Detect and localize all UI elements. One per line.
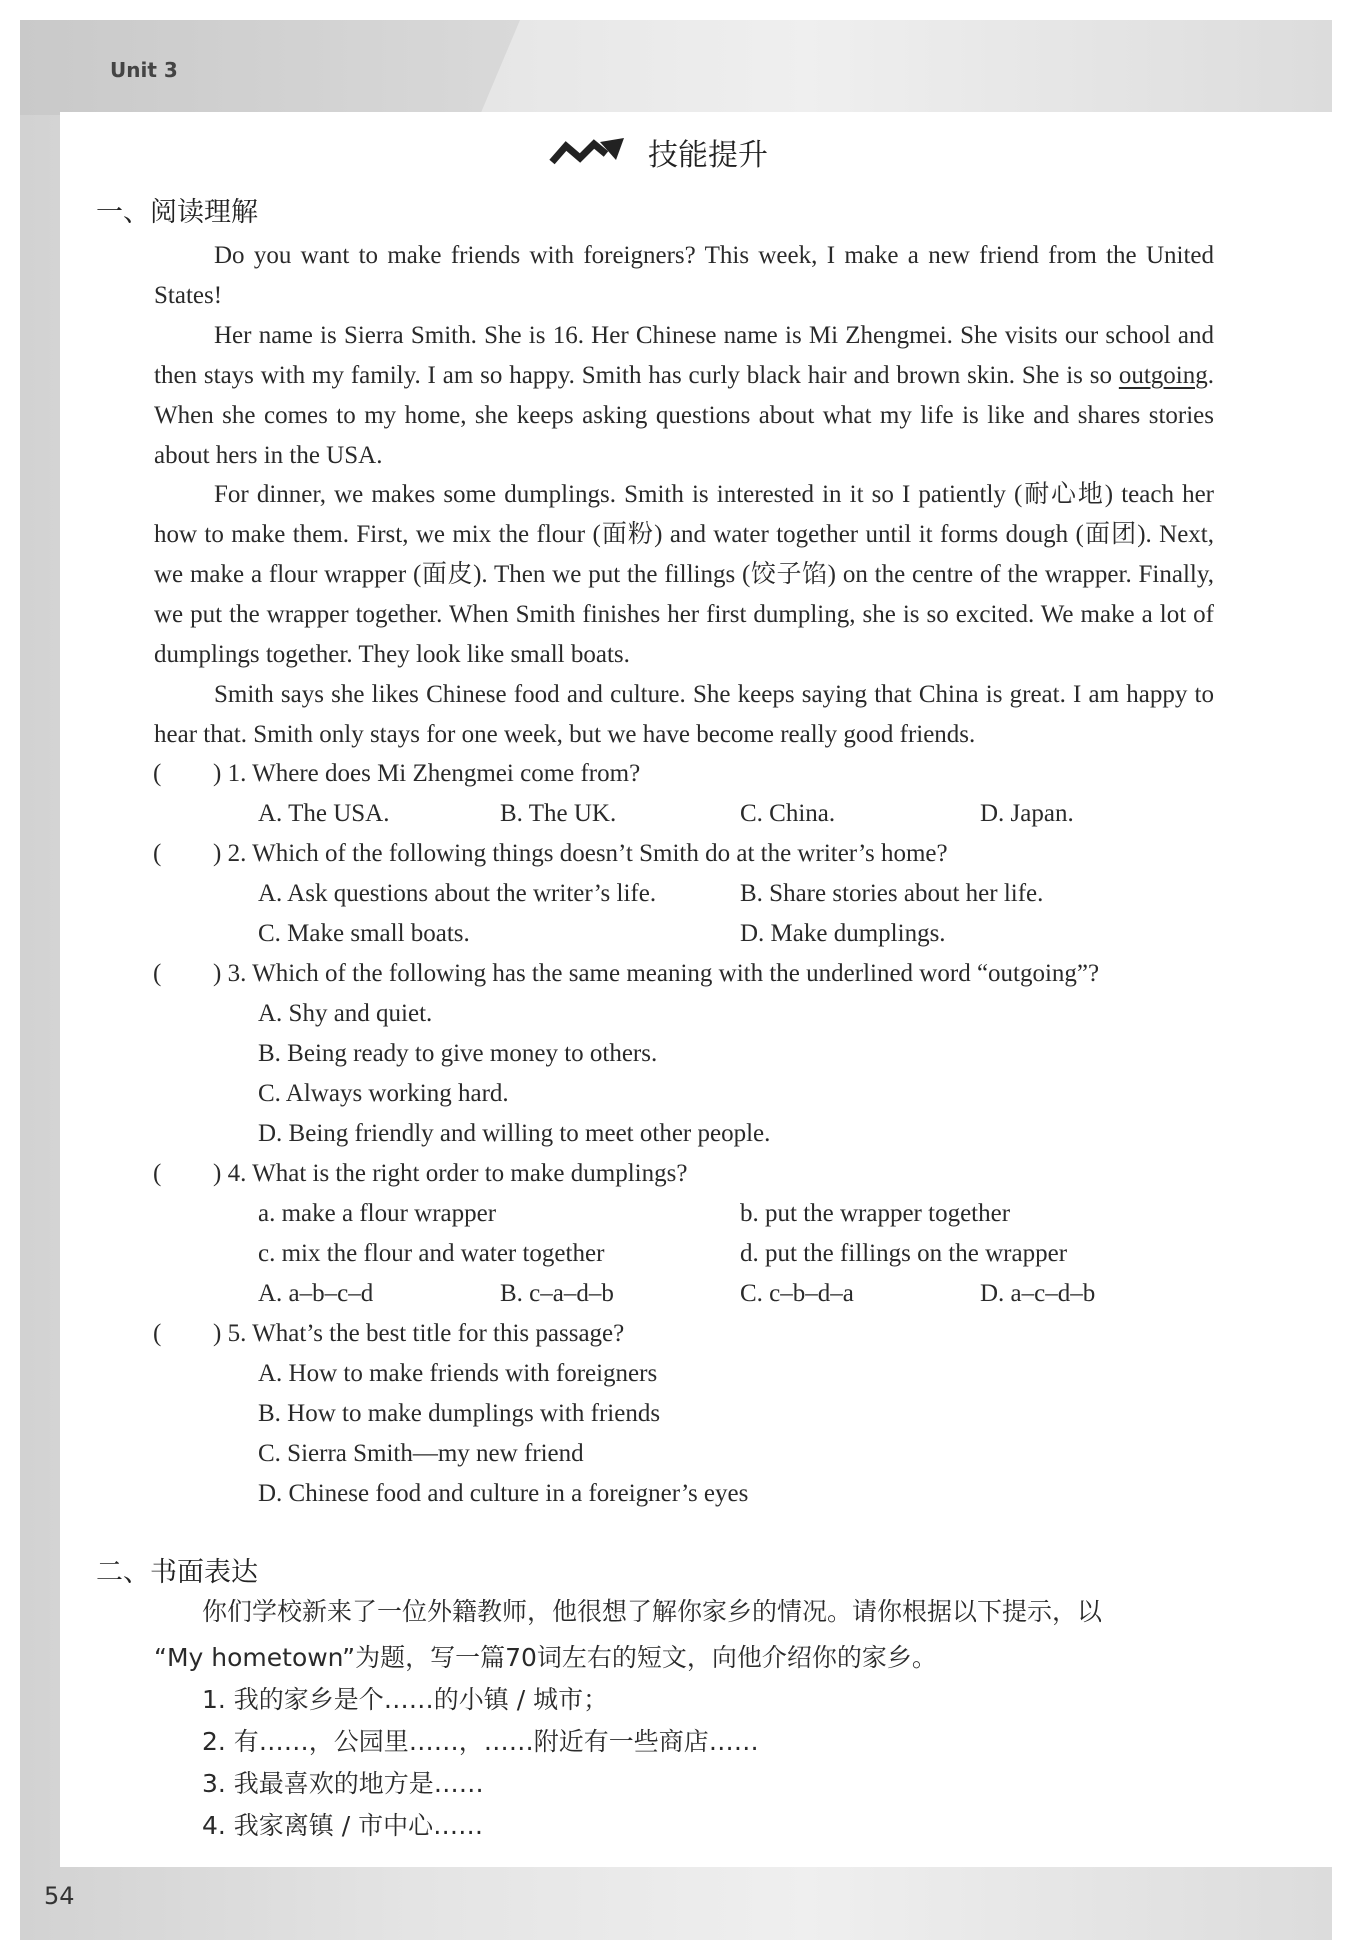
writing-hint-4: 4. 我家离镇 / 市中心…… bbox=[202, 1811, 484, 1840]
writing-hint-3: 3. 我最喜欢的地方是…… bbox=[202, 1769, 484, 1798]
underlined-word: outgoing bbox=[1118, 362, 1208, 389]
answer-blank[interactable]: ( bbox=[153, 1320, 162, 1347]
unit-label: Unit 3 bbox=[110, 58, 178, 82]
question-stem: ) 5. What’s the best title for this passage? bbox=[213, 1320, 625, 1347]
q4-option-b: B. c–a–d–b bbox=[500, 1280, 614, 1307]
q1-option-c: C. China. bbox=[740, 800, 836, 827]
q4-step-c: c. mix the flour and water together bbox=[258, 1240, 605, 1267]
q2-option-d: D. Make dumplings. bbox=[740, 920, 946, 947]
passage-paragraph-2 bbox=[154, 316, 1214, 476]
q4-step-d: d. put the fillings on the wrapper bbox=[740, 1240, 1068, 1267]
section-title bbox=[548, 130, 768, 174]
trend-arrow-icon bbox=[548, 136, 628, 168]
unit-tab bbox=[20, 20, 520, 115]
q4-step-a: a. make a flour wrapper bbox=[258, 1200, 497, 1227]
answer-blank[interactable]: ( bbox=[153, 760, 162, 787]
writing-hint-1: 1. 我的家乡是个……的小镇 / 城市； bbox=[202, 1685, 609, 1714]
q5-option-d: D. Chinese food and culture in a foreigner’s eyes bbox=[258, 1480, 749, 1507]
question-stem: ) 2. Which of the following things doesn’t Smith do at the writer’s home? bbox=[213, 840, 948, 867]
q1-option-d: D. Japan. bbox=[980, 800, 1074, 827]
q3-option-b: B. Being ready to give money to others. bbox=[258, 1040, 658, 1067]
q3-option-c: C. Always working hard. bbox=[258, 1080, 509, 1107]
question-4 bbox=[153, 1154, 687, 1194]
question-stem: ) 3. Which of the following has the same meaning with the underlined word “outgoing”? bbox=[213, 960, 1100, 987]
q5-option-a: A. How to make friends with foreigners bbox=[258, 1360, 658, 1387]
question-stem: ) 4. What is the right order to make dumplings? bbox=[213, 1160, 688, 1187]
q3-option-d: D. Being friendly and willing to meet other people. bbox=[258, 1120, 771, 1147]
question-3 bbox=[153, 954, 1099, 994]
writing-intro-line-1: 你们学校新来了一位外籍教师，他很想了解你家乡的情况。请你根据以下提示，以 bbox=[202, 1597, 1103, 1626]
question-1 bbox=[153, 754, 640, 794]
passage-paragraph-3: For dinner, we makes some dumplings. Smith is interested in it so I patiently (耐心地) teach her how to make them. First, we mix the flour (面粉) and water together until it forms dough (面团). Next, we make a flour wrapper (面皮). Then we put the fillings (饺子馅) on the centre of the wrapper. Finally, we put the wrapper together. When Smith finishes her first dumpling, she is so excited. We make a lot of dumplings together. They look like small boats. bbox=[154, 481, 1214, 668]
writing-hint-2: 2. 有……，公园里……，……附近有一些商店…… bbox=[202, 1727, 759, 1756]
p2-text-before: Her name is Sierra Smith. She is 16. Her Chinese name is Mi Zhengmei. She visits our school and then stays with my family. I am so happy. Smith has curly black hair and brown skin. She is so bbox=[154, 322, 1214, 389]
q5-option-b: B. How to make dumplings with friends bbox=[258, 1400, 661, 1427]
question-5 bbox=[153, 1314, 624, 1354]
passage-paragraph-4: Smith says she likes Chinese food and culture. She keeps saying that China is great. I am happy to hear that. Smith only stays for one week, but we have become really good friends. bbox=[154, 681, 1214, 748]
answer-blank[interactable]: ( bbox=[153, 1160, 162, 1187]
answer-blank[interactable]: ( bbox=[153, 840, 162, 867]
q1-option-a: A. The USA. bbox=[258, 800, 390, 827]
page-number: 54 bbox=[44, 1882, 75, 1910]
q5-option-c: C. Sierra Smith—my new friend bbox=[258, 1440, 584, 1467]
writing-heading: 二、书面表达 bbox=[96, 1557, 258, 1588]
q4-step-b: b. put the wrapper together bbox=[740, 1200, 1011, 1227]
q3-option-a: A. Shy and quiet. bbox=[258, 1000, 433, 1027]
q2-option-b: B. Share stories about her life. bbox=[740, 880, 1044, 907]
question-2 bbox=[153, 834, 948, 874]
writing-intro-line-2: “My hometown”为题，写一篇70词左右的短文，向他介绍你的家乡。 bbox=[154, 1643, 937, 1672]
q4-option-c: C. c–b–d–a bbox=[740, 1280, 854, 1307]
q4-option-d: D. a–c–d–b bbox=[980, 1280, 1096, 1307]
q1-option-b: B. The UK. bbox=[500, 800, 617, 827]
question-stem: ) 1. Where does Mi Zhengmei come from? bbox=[213, 760, 641, 787]
q4-option-a: A. a–b–c–d bbox=[258, 1280, 374, 1307]
section-title-text: 技能提升 bbox=[648, 138, 768, 173]
passage-paragraph-1: Do you want to make friends with foreigners? This week, I make a new friend from the United States! bbox=[154, 242, 1214, 309]
answer-blank[interactable]: ( bbox=[153, 960, 162, 987]
q2-option-c: C. Make small boats. bbox=[258, 920, 470, 947]
reading-heading: 一、阅读理解 bbox=[96, 197, 258, 228]
p2-text-after: . When she comes to my home, she keeps asking questions about what my life is like and shares stories about hers in the USA. bbox=[154, 362, 1214, 469]
q2-option-a: A. Ask questions about the writer’s life. bbox=[258, 880, 657, 907]
